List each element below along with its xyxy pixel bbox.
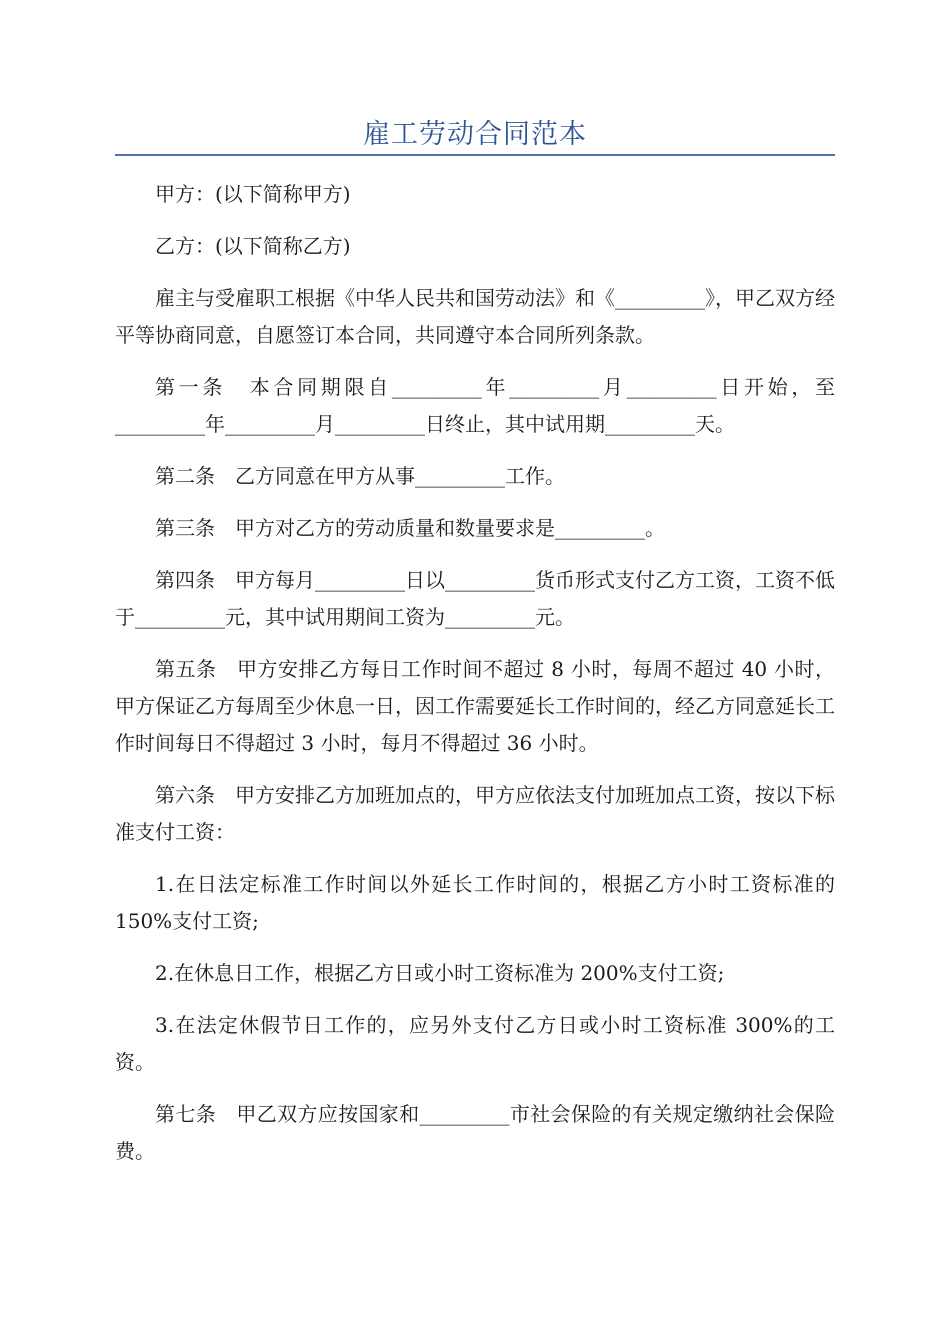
title-divider [115, 154, 835, 156]
article-6-item-1: 1.在日法定标准工作时间以外延长工作时间的，根据乙方小时工资标准的 150%支付工资; [115, 872, 835, 933]
article-6-item-3: 3.在法定休假节日工作的，应另外支付乙方日或小时工资标准 300%的工资。 [115, 1013, 835, 1074]
article-6-item-2: 2.在休息日工作，根据乙方日或小时工资标准为 200%支付工资; [155, 961, 725, 985]
party-b-line: 乙方：(以下简称乙方) [155, 234, 351, 258]
article-2: 第二条 乙方同意在甲方从事_________工作。 [155, 464, 565, 488]
document-title: 雇工劳动合同范本 [363, 119, 587, 150]
article-1: 第一条 本合同期限自_________年_________月_________日开始，至_________年_________月_________日终止，其中试用期_________天。 [115, 375, 835, 436]
preamble-paragraph: 雇主与受雇职工根据《中华人民共和国劳动法》和《_________》，甲乙双方经平等协商同意，自愿签订本合同，共同遵守本合同所列条款。 [115, 286, 835, 347]
article-6: 第六条 甲方安排乙方加班加点的，甲方应依法支付加班加点工资，按以下标准支付工资： [115, 783, 835, 844]
document-body [115, 176, 835, 1185]
article-3: 第三条 甲方对乙方的劳动质量和数量要求是_________。 [155, 516, 665, 540]
article-4: 第四条 甲方每月_________日以_________货币形式支付乙方工资，工资不低于_________元，其中试用期间工资为_________元。 [115, 568, 835, 629]
article-7: 第七条 甲乙双方应按国家和_________市社会保险的有关规定缴纳社会保险费。 [115, 1102, 835, 1163]
article-5: 第五条 甲方安排乙方每日工作时间不超过 8 小时，每周不超过 40 小时，甲方保证乙方每周至少休息一日，因工作需要延长工作时间的，经乙方同意延长工作时间每日不得超过 3 小时，每月不得超过 36 小时。 [115, 657, 835, 755]
party-a-line: 甲方：(以下简称甲方) [155, 182, 351, 206]
